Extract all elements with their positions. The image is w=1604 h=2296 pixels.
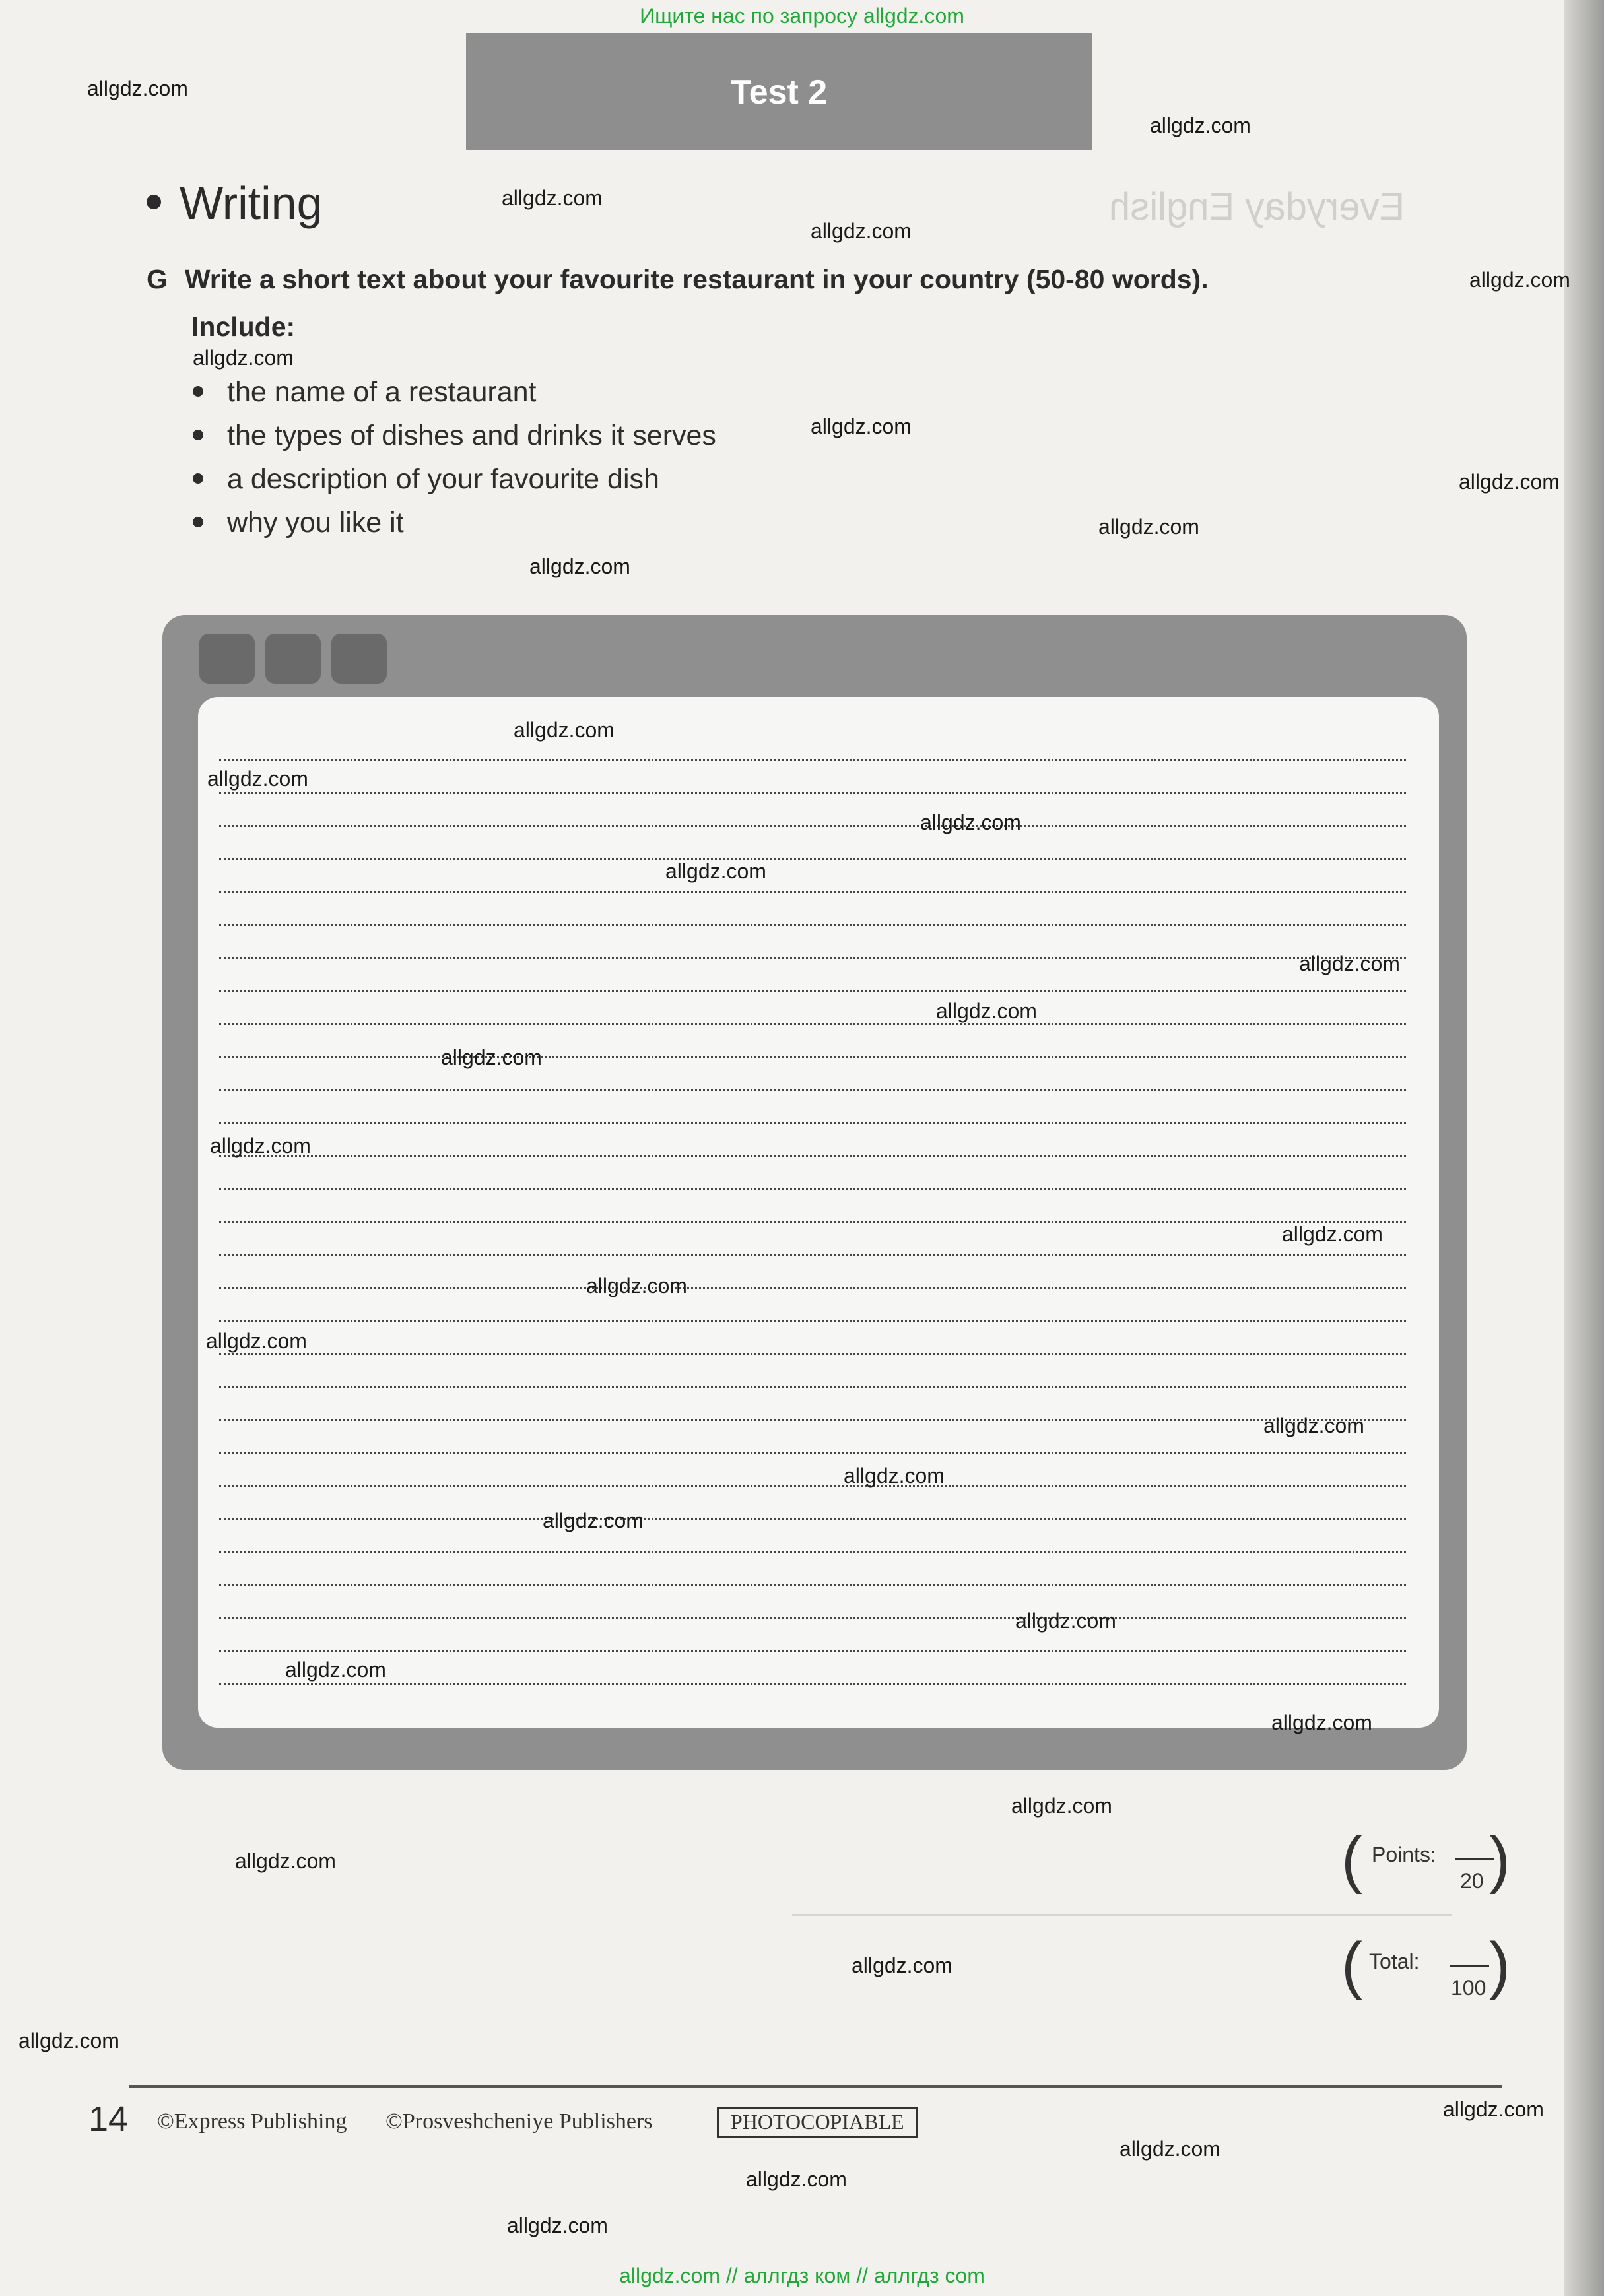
writing-line[interactable] bbox=[219, 1188, 1406, 1190]
watermark: allgdz.com bbox=[811, 414, 912, 438]
publisher-1: ©Express Publishing bbox=[157, 2109, 347, 2134]
total-bracket-right-icon: ) bbox=[1489, 1930, 1510, 2000]
writing-line[interactable] bbox=[219, 1683, 1406, 1685]
points-bracket-left-icon: ( bbox=[1341, 1824, 1362, 1895]
section-title: Writing bbox=[180, 178, 323, 229]
total-label: Total: bbox=[1369, 1950, 1420, 1973]
list-item bbox=[193, 463, 659, 496]
frame-button-icon bbox=[265, 634, 321, 684]
total-max: 100 bbox=[1451, 1976, 1487, 2000]
writing-line[interactable] bbox=[219, 792, 1406, 794]
bullet-icon bbox=[193, 430, 203, 440]
include-label: Include: bbox=[191, 312, 296, 342]
watermark: allgdz.com bbox=[193, 346, 294, 370]
writing-line[interactable] bbox=[219, 924, 1406, 926]
watermark: allgdz.com bbox=[543, 1509, 644, 1532]
watermark: allgdz.com bbox=[502, 186, 603, 210]
publisher-2: ©Prosveshcheniye Publishers bbox=[385, 2109, 653, 2134]
writing-area[interactable] bbox=[198, 697, 1439, 1728]
writing-line[interactable] bbox=[219, 1056, 1406, 1058]
points-bracket-right-icon: ) bbox=[1489, 1824, 1510, 1895]
watermark: allgdz.com bbox=[1443, 2097, 1544, 2121]
task-letter: G bbox=[147, 264, 168, 294]
writing-line[interactable] bbox=[219, 1452, 1406, 1454]
watermark: allgdz.com bbox=[586, 1274, 687, 1297]
bullet-icon bbox=[193, 517, 203, 527]
writing-line[interactable] bbox=[219, 1320, 1406, 1322]
writing-line[interactable] bbox=[219, 825, 1406, 827]
bleed-through-rule bbox=[792, 1914, 1452, 1916]
watermark: allgdz.com bbox=[1119, 2137, 1220, 2161]
writing-line[interactable] bbox=[219, 1155, 1406, 1157]
bullet-icon bbox=[147, 195, 161, 209]
top-banner: Ищите нас по запросу allgdz.com bbox=[640, 4, 964, 28]
watermark: allgdz.com bbox=[507, 2214, 608, 2237]
points-label: Points: bbox=[1372, 1843, 1436, 1866]
watermark: allgdz.com bbox=[852, 1953, 952, 1977]
watermark: allgdz.com bbox=[746, 2167, 847, 2191]
task-instruction bbox=[147, 264, 1209, 295]
writing-line[interactable] bbox=[219, 1485, 1406, 1487]
watermark: allgdz.com bbox=[529, 554, 630, 578]
watermark: allgdz.com bbox=[206, 1329, 307, 1353]
writing-line[interactable] bbox=[219, 891, 1406, 893]
watermark: allgdz.com bbox=[665, 859, 766, 883]
writing-line[interactable] bbox=[219, 1518, 1406, 1520]
writing-line[interactable] bbox=[219, 1419, 1406, 1421]
watermark: allgdz.com bbox=[936, 999, 1037, 1023]
frame-button-icon bbox=[331, 634, 387, 684]
total-bracket-left-icon: ( bbox=[1341, 1930, 1362, 2000]
photocopiable-stamp: PHOTOCOPIABLE bbox=[717, 2107, 918, 2138]
page-number: 14 bbox=[88, 2099, 129, 2139]
watermark: allgdz.com bbox=[235, 1849, 336, 1873]
frame-button-icon bbox=[199, 634, 255, 684]
watermark: allgdz.com bbox=[285, 1658, 386, 1682]
writing-line[interactable] bbox=[219, 1386, 1406, 1388]
footer-rule bbox=[129, 2085, 1502, 2088]
watermark: allgdz.com bbox=[1150, 114, 1251, 137]
writing-line[interactable] bbox=[219, 1551, 1406, 1553]
page-fold-shadow bbox=[1564, 0, 1604, 2296]
points-blank[interactable] bbox=[1455, 1858, 1494, 1860]
watermark: allgdz.com bbox=[1015, 1609, 1116, 1633]
watermark: allgdz.com bbox=[811, 219, 912, 243]
writing-line[interactable] bbox=[219, 1584, 1406, 1586]
watermark: allgdz.com bbox=[1271, 1711, 1372, 1734]
watermark: allgdz.com bbox=[1459, 470, 1560, 494]
total-blank[interactable] bbox=[1450, 1965, 1489, 1967]
writing-line[interactable] bbox=[219, 1089, 1406, 1091]
writing-line[interactable] bbox=[219, 1287, 1406, 1289]
watermark: allgdz.com bbox=[1263, 1414, 1364, 1437]
writing-line[interactable] bbox=[219, 858, 1406, 860]
watermark: allgdz.com bbox=[87, 77, 188, 100]
watermark: allgdz.com bbox=[1299, 952, 1400, 975]
writing-line[interactable] bbox=[219, 1023, 1406, 1025]
writing-line[interactable] bbox=[219, 1254, 1406, 1256]
writing-line[interactable] bbox=[219, 1122, 1406, 1124]
writing-line[interactable] bbox=[219, 1353, 1406, 1355]
bullet-icon bbox=[193, 473, 203, 484]
writing-line[interactable] bbox=[219, 957, 1406, 959]
watermark: allgdz.com bbox=[844, 1464, 945, 1488]
writing-line[interactable] bbox=[219, 990, 1406, 992]
task-text: Write a short text about your favourite restaurant in your country (50-80 words). bbox=[184, 264, 1209, 294]
list-item bbox=[193, 507, 404, 539]
watermark: allgdz.com bbox=[1098, 515, 1199, 539]
list-item-text: the types of dishes and drinks it serves bbox=[227, 420, 716, 451]
page-title: Test 2 bbox=[730, 73, 828, 112]
watermark: allgdz.com bbox=[207, 767, 308, 791]
section-heading bbox=[147, 177, 323, 230]
writing-line[interactable] bbox=[219, 1221, 1406, 1223]
watermark: allgdz.com bbox=[1469, 268, 1570, 292]
watermark: allgdz.com bbox=[210, 1134, 311, 1158]
bottom-banner: allgdz.com // аллгдз ком // аллгдз com bbox=[619, 2264, 985, 2287]
list-item-text: a description of your favourite dish bbox=[227, 463, 659, 495]
writing-line[interactable] bbox=[219, 1650, 1406, 1652]
watermark: allgdz.com bbox=[1282, 1222, 1383, 1246]
list-item bbox=[193, 420, 716, 452]
watermark: allgdz.com bbox=[18, 2029, 119, 2052]
writing-line[interactable] bbox=[219, 1617, 1406, 1619]
list-item-text: why you like it bbox=[227, 507, 404, 539]
writing-line[interactable] bbox=[219, 759, 1406, 761]
points-max: 20 bbox=[1460, 1869, 1484, 1893]
list-item-text: the name of a restaurant bbox=[227, 376, 537, 408]
watermark: allgdz.com bbox=[1011, 1794, 1112, 1818]
bullet-icon bbox=[193, 386, 203, 397]
watermark: allgdz.com bbox=[920, 810, 1021, 834]
watermark: allgdz.com bbox=[441, 1045, 542, 1069]
list-item bbox=[193, 376, 537, 409]
bleed-through-heading: Everyday English bbox=[1109, 185, 1405, 228]
watermark: allgdz.com bbox=[514, 718, 615, 742]
